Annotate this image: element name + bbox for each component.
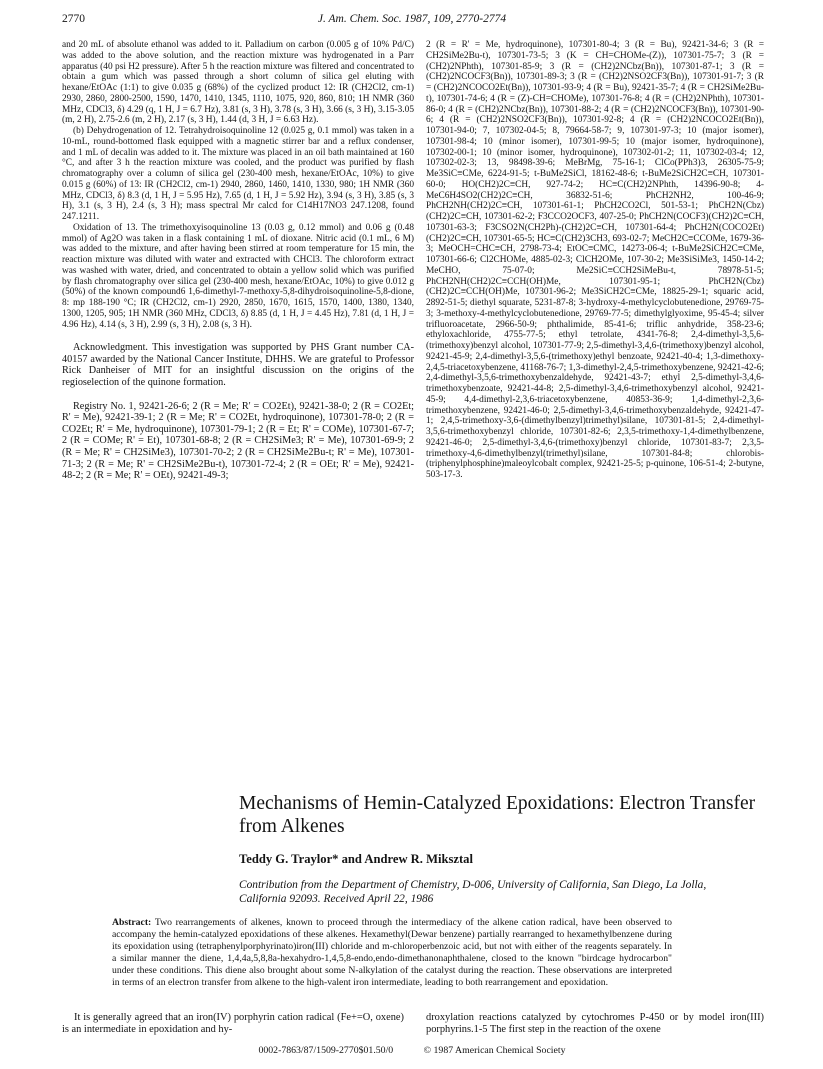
copyright-notice: © 1987 American Chemical Society (423, 1045, 566, 1056)
article-abstract (112, 917, 672, 988)
body-text-left: It is generally agreed that an iron(IV) porphyrin cation radical (Fe+=O, oxene) is an intermediate in epoxidation and hy- (62, 1012, 404, 1036)
body-left-column (62, 1012, 404, 1037)
left-column (62, 40, 414, 482)
article-code: 0002-7863/87/1509-2770$01.50/0 (258, 1045, 394, 1056)
experimental-paragraph-2: (b) Dehydrogenation of 12. Tetrahydroisoquinoline 12 (0.025 g, 0.1 mmol) was taken in a 10-mL, round-bottomed flask equipped with a magnetic stirrer bar and a reflux condenser, and 1 mL of decalin was added to it. The mixture was placed in an oil bath maintained at 160 °C, and after 3 h the reaction mixture was cooled, and the product was purified by flash chromatography over a column of silica gel (230-400 mesh, hexane/EtOAc, 10%) to give 0.015 g (60%) of 13: IR (CH2Cl2, cm-1) 2940, 2860, 1460, 1410, 1330, 980; 1H NMR (360 MHz, CDCl3, δ) 8.3 (d, 1 H, J = 5.95 Hz), 7.65 (d, 1 H, J = 5.92 Hz), 3.94 (s, 3 H), 3.85 (s, 3 H), 3.1 (s, 3 H), 2.4 (s, 3 H); mass spectral Mr calcd for C14H17NO3 247.1208, found 247.1211. (62, 126, 414, 222)
registry-numbers-continued: 2 (R = R' = Me, hydroquinone), 107301-80-4; 3 (R = Bu), 92421-34-6; 3 (R = CH2SiMe2Bu-t), 107301-73-5; 3 (K = CH=CHOMe-(Z)), 107301-75-7; 3 (R = (CH2)2NPhth), 107301-85-9; 3 (R = (CH2)2NCbz(Bn)), 107301-87-1; 3 (R = (CH2)2NCOCF3(Bn)), 107301-89-3; 3 (R = (CH2)2NSO2CF3(Bn)), 107301-91-7; 3 (R = (CH2)2NCOCO2Et(Bn)), 107301-93-9; 4 (R = Bu), 92421-35-7; 4 (R = CH2SiMe2Bu-t), 107301-74-6; 4 (R = (Z)-CH=CHOMe), 107301-76-8; 4 (R = (CH2)2NPhth), 107301-86-0; 4 (R = (CH2)2NCbz(Bn)), 107301-88-2; 4 (R = (CH2)2NCOCF3(Bn)), 107301-90-6; 4 (R = (CH2)2NSO2CF3(Bn)), 107301-92-8; 4 (R = (CH2)2NCOCO2Et(Bn)), 107301-94-0; 7, 107302-04-5; 8, 79664-58-7; 9, 107301-97-3; 10 (major isomer), 107301-98-4; 10 (minor isomer), 107301-99-5; 10 (major isomer, hydroquinone), 107302-00-1; 10 (minor isomer, hydroquinone), 107302-01-2; 11, 107302-03-4; 12, 107302-02-3; 13, 98498-39-6; MeBrMg, 75-16-1; ClCo(PPh3)3, 26305-75-9; Me3SiC≡CMe, 6224-91-5; t-BuMe2SiCl, 18162-48-6; t-BuMe2SiCH2C≡CH, 107301-60-0; HO(CH2)2C≡CH, 927-74-2; HC≡C(CH2)2NPhth, 14396-90-8; 4-MeC6H4SO2(CH2)2C≡CH, 36832-51-6; PhCH2NH2, 100-46-9; PhCH2NH(CH2)2C≡CH, 107301-61-1; PhCH2CO2Cl, 501-53-1; PhCH2N(Cbz)(CH2)2C≡CH, 107301-62-2; F3CCO2OCF3, 407-25-0; PhCH2N(COCF3)(CH2)2C≡CH, 107301-63-3; F3CSO2N(CH2Ph)-(CH2)2C≡CH, 107301-64-4; PhCH2N(COCO2Et)(CH2)2C≡CH, 107301-65-5; HC≡C(CH2)3CH3, 693-02-7; MeCH2C≡CCOMe, 1679-36-3; MeOCH=CHC≡CH, 2798-73-4; EtOC≡CMC, 14273-06-4; t-BuMe2SiCH2C≡CMe, 107301-66-6; Cl2CHOMe, 4885-02-3; ClCH2OMe, 107-30-2; Me3SiSiMe3, 1450-14-2; MeCHO, 75-07-0; Me2SiC≡CCH2SiMeBu-t, 78978-51-5; PhCH2NH(CH2)2C≡CCH(OH)Me, 107301-95-1; PhCH2N(Cbz)(CH2)2C≡CCH(OH)Me, 107301-96-2; Me3SiCH2C≡CMe, 18825-29-1; squaric acid, 2892-51-5; diethyl squarate, 5231-87-8; 3-hydroxy-4-methylcyclobutenedione, 29769-75-3; 3-methoxy-4-methylcyclobutenedione, 29769-77-5; dimethylglyoxime, 95-45-4; silver trifluoroacetate, 2966-50-9; phthalimide, 85-41-6; triflic anhydride, 358-23-6; ethyloxachloride, 4755-77-5; ethyl tetrolate, 4341-76-8; 2,4-dimethyl-3,5,6-(trimethoxy)benzyl alcohol, 107301-77-9; 2,5-dimethyl-3,4,6-(trimethoxy)benzyl alcohol, 92421-45-9; 2,4-dimethyl-3,5,6-(trimethoxy)ethyl benzoate, 92421-40-4; 1,3-dimethoxy-2,4,5-triacetoxybenzene, 41168-76-7; 1,3-dimethyl-2,4,5-trimethoxybenzene, 92421-42-6; 2,4-dimethyl-3,5,6-trimethoxybenzaldehyde, 92421-43-7; ethyl 2,5-dimethyl-3,4,6-trimethoxybenzoate, 92421-44-8; 2,5-dimethyl-3,4,6-trimethoxybenzyl alcohol, 92421-45-9; 4,4-dimethyl-2,3,6-triacetoxybenzene, 40853-36-9; 1,4-dimethyl-2,3,6-trimethoxybenzene, 92421-46-0; 2,5-dimethyl-3,4,6-trimethoxybenzaldehyde, 92421-47-1; 2,4,5-trimethoxy-3,6-(dimethylbenzyl)trimethyl)silane, 107301-81-5; 2,4-dimethyl-3,5,6-trimethoxybenzyl chloride, 107301-82-6; 2,3,5-trimethoxy-1,4-dimethylbenzene, 92421-46-0; 2,5-dimethyl-3,4,6-(trimethoxy)benzyl chloride, 107301-83-7; 2,3,5-trimethoxy-4,6-dimethylbenzyl(trimethyl)silane, 107301-84-8; chlorobis-(triphenylphosphine)maleoylcobalt complex, 92421-25-5; p-quinone, 106-51-4; 2-butyne, 503-17-3. (426, 40, 765, 480)
right-column (426, 40, 764, 481)
running-head (62, 13, 762, 29)
abstract-label: Abstract: (112, 917, 152, 928)
abstract-text: Two rearrangements of alkenes, known to proceed through the intermediacy of the alkene cation radical, have been observed to accompany the hemin-catalyzed epoxidations of these alkenes. Hexamethyl(Dewar benzene) partially rearranged to hexamethylbenzene during its epoxidation using (tetraphenylporphyrinato)iron(III) chloride and m-chloroperbenzoic acid, but not with either of the reagents separately. In a similar manner the diene, 1,4,4a,5,8,8a-hexahydro-1,4,5,8-endo,endo-dimethanonaphthalene, closed to the known "birdcage hydrocarbon" under these conditions. This diene also brought about some N-alkylation of the catalyst during the reaction. These observations are interpreted in terms of an electron transfer from alkene to the high-valent iron intermediate, leading to both rearrangement and epoxidation. (112, 917, 673, 988)
acknowledgment: Acknowledgment. This investigation was supported by PHS Grant number CA-40157 awarded by the National Cancer Institute, DHHS. We are grateful to Professor Rick Danheiser of MIT for an insightful discussion on the origins of the regioselection of the quinone formation. (62, 342, 414, 389)
page-number: 2770 (62, 13, 85, 25)
page-footer (62, 1045, 762, 1056)
article-authors: Teddy G. Traylor* and Andrew R. Miksztal (239, 852, 473, 866)
journal-citation: J. Am. Chem. Soc. 1987, 109, 2770-2774 (317, 13, 507, 25)
experimental-paragraph-3: Oxidation of 13. The trimethoxyisoquinoline 13 (0.03 g, 0.12 mmol) and 0.06 g (0.48 mmol) of Ag2O was taken in a flask containing 1 mL of dioxane. Nitric acid (0.1 mL, 6 M) was added to the mixture, and after having been stirred at room temperature for 15 min, the reaction mixture was diluted with water and extracted with CHCl3. The chloroform extract was washed with water, dried, and concentrated to obtain a yellow solid which was purified by flash chromatography over silica gel (230-400 mesh, hexane/EtOAc, 10%) to give 0.012 g (50%) of the known compound6 1,6-dimethyl-7-methoxy-5,8-dihydroisoquinoline-5,8-dione, 8: mp 188-190 °C; IR (CH2Cl2, cm-1) 2920, 2850, 1670, 1615, 1570, 1400, 1380, 1340, 1300, 1205, 905; 1H NMR (360 MHz, CDCl3, δ) 8.85 (d, 1 H, J = 4.45 Hz), 7.81 (d, 1 H, J = 4.96 Hz), 4.14 (s, 3 H), 2.99 (s, 3 H), 2.08 (s, 3 H). (62, 222, 414, 330)
article-title: Mechanisms of Hemin-Catalyzed Epoxidations: Electron Transfer from Alkenes (239, 793, 756, 837)
registry-numbers: Registry No. 1, 92421-26-6; 2 (R = Me; R' = CO2Et), 92421-38-0; 2 (R = CO2Et; R' = Me), 92421-39-1; 2 (R = Me; R' = CO2Et, hydroquinone), 107301-78-0; 2 (R = CO2Et; R' = Me, hydroquinone), 107301-79-1; 2 (R = Et; R' = COMe), 107301-67-7; 2 (R = COMe; R' = Et), 107301-68-8; 2 (R = CH2SiMe3; R' = Me), 107301-69-9; 2 (R = Me; R' = CH2SiMe3), 107301-70-2; 2 (R = CH2SiMe2Bu-t; R' = Me), 107301-71-3; 2 (R = Me; R' = CH2SiMe2Bu-t), 107301-72-4; 2 (R = OEt; R' = Me), 92421-48-2; 2 (R = Me; R' = OEt), 92421-49-3; (62, 400, 414, 482)
experimental-paragraph-1: and 20 mL of absolute ethanol was added to it. Palladium on carbon (0.005 g of 10% Pd/C) was added to the above solution, and the reaction mixture was hydrogenated in a Parr apparatus (40 psi H2 pressure). After 5 h the reaction mixture was filtered and concentrated to obtain a gum which was passed through a short column of silica gel eluting with hexane/EtOAc (1:1) to give 0.035 g (68%) of the cyclized product 12: IR (CH2Cl2, cm-1) 2930, 2860, 2800-2500, 1590, 1470, 1410, 1345, 1110, 1075, 920, 860, 810; 1H NMR (360 MHz, CDCl3, δ) 4.29 (q, 1 H, J = 6.7 Hz), 3.81 (s, 3 H), 3.78 (s, 3 H), 3.66 (s, 3 H), 3.15-3.05 (m, 2 H), 2.75-2.6 (m, 2 H), 2.17 (s, 3 H), 1.44 (d, 3 H, J = 6.63 Hz). (62, 40, 414, 126)
body-text-right: droxylation reactions catalyzed by cytochromes P-450 or by model iron(III) porphyrins.1-5 The first step in the reaction of the oxene (426, 1012, 764, 1036)
article-affiliation: Contribution from the Department of Chemistry, D-006, University of California, San Diego, La Jolla, California 92093. Received April 22, 1986 (239, 879, 707, 905)
body-right-column (426, 1012, 764, 1037)
